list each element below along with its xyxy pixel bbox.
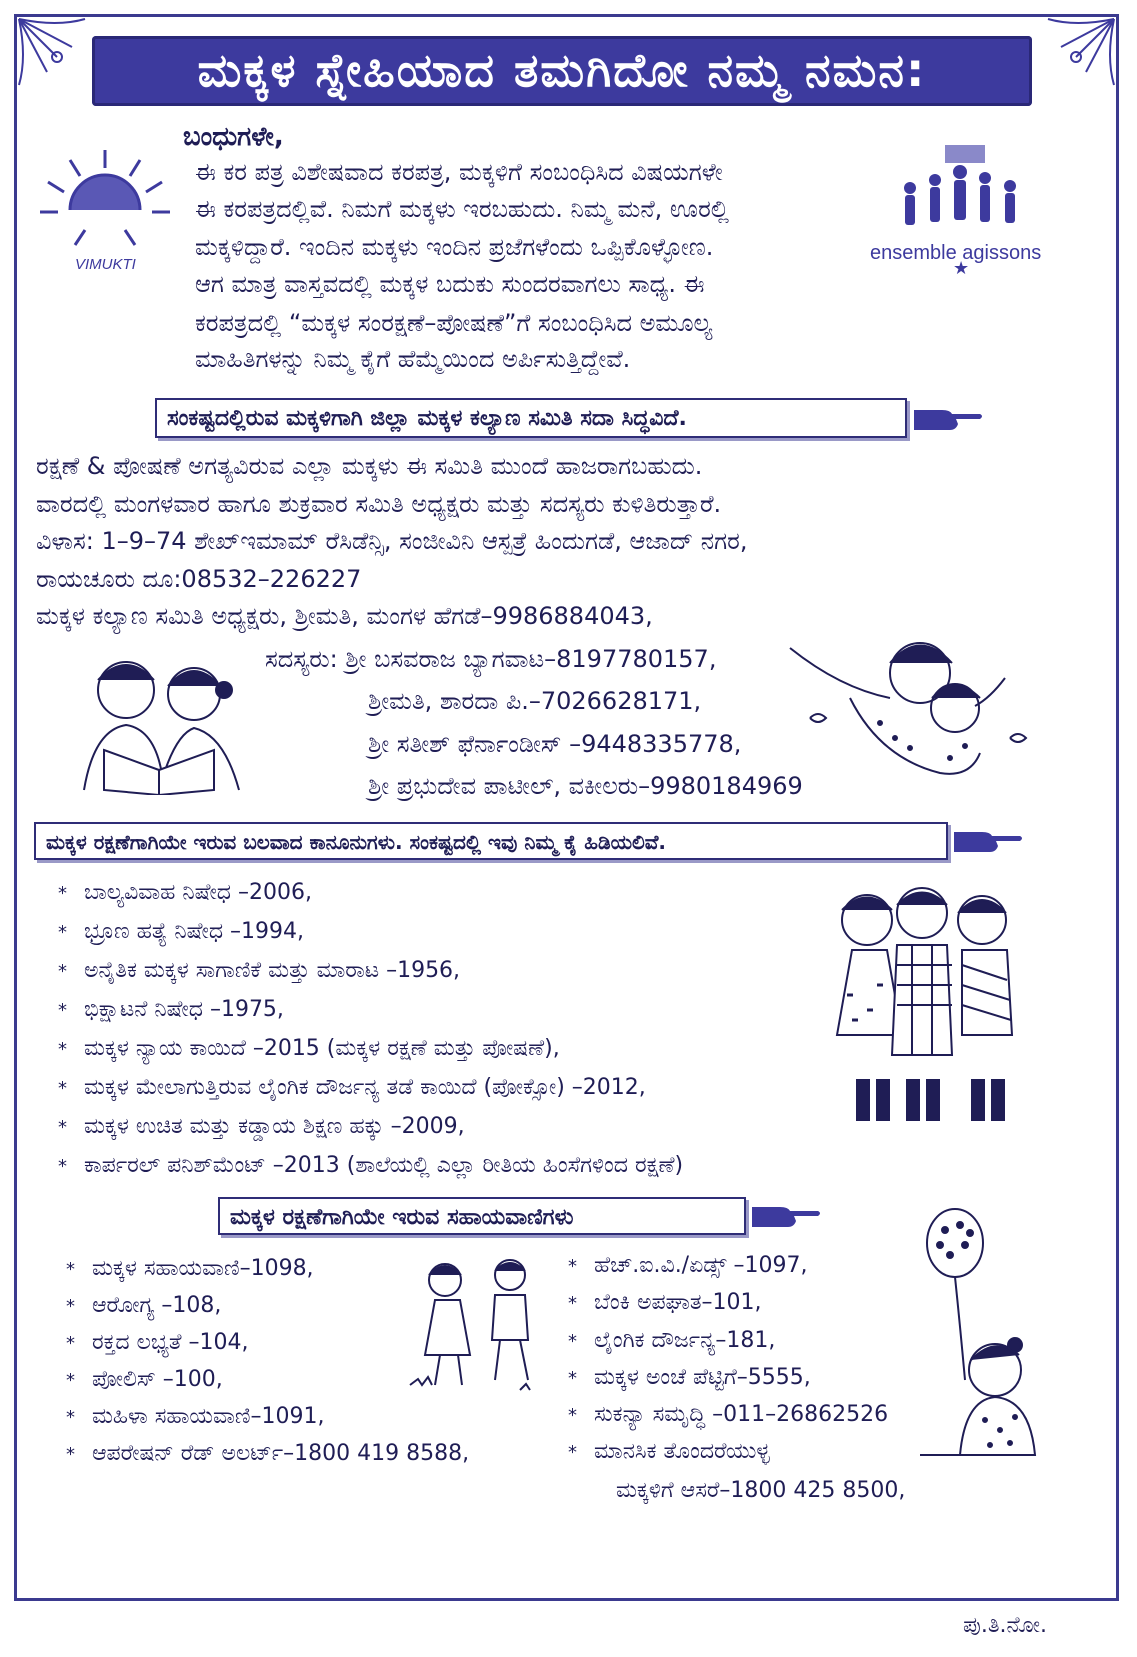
- helpline-continuation: ಮಕ್ಕಳಿಗೆ ಆಸರೆ–1800 425 8500,: [616, 1478, 906, 1503]
- asterisk-icon: *: [66, 1259, 75, 1280]
- welfare-line-1: ರಕ್ಷಣೆ & ಪೋಷಣೆ ಅಗತ್ಯವಿರುವ ಎಲ್ಲಾ ಮಕ್ಕಳು ಈ ಸಮಿತಿ ಮುಂದೆ ಹಾಜರಾಗಬಹುದು.: [36, 452, 703, 480]
- asterisk-icon: *: [58, 1117, 67, 1138]
- asterisk-icon: *: [568, 1368, 577, 1389]
- intro-line-3: ಮಕ್ಕಳಿದ್ದಾರೆ. ಇಂದಿನ ಮಕ್ಕಳು ಇಂದಿನ ಪ್ರಜೆಗಳೆಂದು ಒಪ್ಪಿಕೊಳ್ಳೋಣ.: [195, 233, 714, 261]
- asterisk-icon: *: [58, 1000, 67, 1021]
- children-walking-illustration: [400, 1255, 550, 1395]
- helpline-item: * ಮಾನಸಿಕ ತೊಂದರೆಯುಳ್ಳ: [568, 1439, 770, 1464]
- law-item: * ಭ್ರೂಣ ಹತ್ಯೆ ನಿಷೇಧ –1994,: [58, 919, 305, 944]
- member-line-3: ಶ್ರೀ ಸತೀಶ್ ಫೆರ್ನಾಂಡೀಸ್ –9448335778,: [368, 730, 742, 758]
- asterisk-icon: *: [58, 961, 67, 982]
- member-line-1: ಸದಸ್ಯರು: ಶ್ರೀ ಬಸವರಾಜ ಬ್ಯಾಗವಾಟ–8197780157,: [265, 645, 717, 673]
- welfare-line-2: ವಾರದಲ್ಲಿ ಮಂಗಳವಾರ ಹಾಗೂ ಶುಕ್ರವಾರ ಸಮಿತಿ ಅಧ್ಯಕ್ಷರು ಮತ್ತು ಸದಸ್ಯರು ಕುಳಿತಿರುತ್ತಾರೆ.: [36, 490, 722, 518]
- helpline-item: * ಮಕ್ಕಳ ಸಹಾಯವಾಣಿ–1098,: [66, 1256, 314, 1281]
- law-item: * ಭಿಕ್ಷಾಟನೆ ನಿಷೇಧ –1975,: [58, 997, 284, 1022]
- asterisk-icon: *: [568, 1442, 577, 1463]
- ensemble-agissons-logo: [880, 140, 1040, 250]
- member-line-4: ಶ್ರೀ ಪ್ರಭುದೇವ ಪಾಟೀಲ್, ವಕೀಲರು–9980184969: [368, 772, 803, 800]
- vimukti-logo-text: VIMUKTI: [75, 256, 136, 273]
- pointing-hand-icon: [912, 402, 984, 436]
- child-with-balloon-illustration: [915, 1205, 1045, 1475]
- section-heading-laws: ಮಕ್ಕಳ ರಕ್ಷಣೆಗಾಗಿಯೇ ಇರುವ ಬಲವಾದ ಕಾನೂನುಗಳು. ಸಂಕಷ್ಟದಲ್ಲಿ ಇವು ನಿಮ್ಮ ಕೈ ಹಿಡಿಯಲಿವೆ.: [34, 822, 948, 860]
- intro-line-4: ಆಗ ಮಾತ್ರ ವಾಸ್ತವದಲ್ಲಿ ಮಕ್ಕಳ ಬದುಕು ಸುಂದರವಾಗಲು ಸಾಧ್ಯ. ಈ: [195, 270, 705, 298]
- helpline-item: * ಸುಕನ್ಯಾ ಸಮೃದ್ಧಿ –011–26862526: [568, 1402, 889, 1427]
- helpline-item: * ರಕ್ತದ ಲಭ್ಯತೆ –104,: [66, 1330, 249, 1355]
- law-item: * ಮಕ್ಕಳ ನ್ಯಾಯ ಕಾಯಿದೆ –2015 (ಮಕ್ಕಳ ರಕ್ಷಣೆ ಮತ್ತು ಪೋಷಣೆ),: [58, 1036, 560, 1061]
- asterisk-icon: *: [58, 922, 67, 943]
- helpline-item: * ಬೆಂಕಿ ಅಪಘಾತ–101,: [568, 1290, 762, 1315]
- page-turn-note: ಪು.ತಿ.ನೋ.: [962, 1613, 1047, 1638]
- asterisk-icon: *: [58, 883, 67, 904]
- children-playing-illustration: [780, 628, 1040, 788]
- intro-line-1: ಈ ಕರ ಪತ್ರ ವಿಶೇಷವಾದ ಕರಪತ್ರ, ಮಕ್ಕಳಿಗೆ ಸಂಬಂಧಿಸಿದ ವಿಷಯಗಳೇ: [195, 158, 723, 186]
- phone-line: ರಾಯಚೂರು ದೂ:08532–226227: [36, 565, 362, 593]
- three-children-illustration: [822, 885, 1027, 1125]
- asterisk-icon: *: [66, 1370, 75, 1391]
- law-item: * ಮಕ್ಕಳ ಮೇಲಾಗುತ್ತಿರುವ ಲೈಂಗಿಕ ದೌರ್ಜನ್ಯ ತಡೆ ಕಾಯಿದೆ (ಪೋಕ್ಸೋ) –2012,: [58, 1075, 646, 1100]
- helpline-item: * ಮಕ್ಕಳ ಅಂಚೆ ಪೆಟ್ಟಿಗೆ–5555,: [568, 1365, 811, 1390]
- asterisk-icon: *: [58, 1039, 67, 1060]
- law-item: * ಮಕ್ಕಳ ಉಚಿತ ಮತ್ತು ಕಡ್ಡಾಯ ಶಿಕ್ಷಣ ಹಕ್ಕು –2009,: [58, 1114, 465, 1139]
- law-item: * ಬಾಲ್ಯವಿವಾಹ ನಿಷೇಧ –2006,: [58, 880, 312, 905]
- greeting: ಬಂಧುಗಳೇ,: [183, 122, 284, 152]
- asterisk-icon: *: [58, 1078, 67, 1099]
- section-heading-helplines: ಮಕ್ಕಳ ರಕ್ಷಣೆಗಾಗಿಯೇ ಇರುವ ಸಹಾಯವಾಣಿಗಳು: [218, 1197, 746, 1235]
- asterisk-icon: *: [66, 1444, 75, 1465]
- ensemble-agissons-text: ensemble agissons: [870, 242, 1042, 264]
- helpline-item: * ಪೋಲಿಸ್ –100,: [66, 1367, 223, 1392]
- address-line: ವಿಳಾಸ: 1–9–74 ಶೇಖ್ಇಮಾಮ್ ರೆಸಿಡೆನ್ಸಿ, ಸಂಜೀವಿನಿ ಆಸ್ಪತ್ರೆ ಹಿಂದುಗಡೆ, ಆಜಾದ್ ನಗರ,: [36, 527, 748, 555]
- asterisk-icon: *: [568, 1331, 577, 1352]
- asterisk-icon: *: [58, 1156, 67, 1177]
- helpline-item: * ಆರೋಗ್ಯ –108,: [66, 1293, 222, 1318]
- children-reading-illustration: [64, 650, 249, 795]
- section-heading-welfare-committee: ಸಂಕಷ್ಟದಲ್ಲಿರುವ ಮಕ್ಕಳಿಗಾಗಿ ಜಿಲ್ಲಾ ಮಕ್ಕಳ ಕಲ್ಯಾಣ ಸಮಿತಿ ಸದಾ ಸಿದ್ಧವಿದೆ.: [155, 398, 907, 438]
- asterisk-icon: *: [568, 1256, 577, 1277]
- corner-ornament-right: [1046, 17, 1116, 87]
- helpline-item: * ಆಪರೇಷನ್ ರೆಡ್ ಅಲರ್ಟ್–1800 419 8588,: [66, 1441, 470, 1466]
- chairperson-line: ಮಕ್ಕಳ ಕಲ್ಯಾಣ ಸಮಿತಿ ಅಧ್ಯಕ್ಷರು, ಶ್ರೀಮತಿ, ಮಂಗಳ ಹೆಗಡೆ–9986884043,: [36, 602, 653, 630]
- pointing-hand-icon: [750, 1199, 822, 1233]
- intro-line-5: ಕರಪತ್ರದಲ್ಲಿ “ಮಕ್ಕಳ ಸಂರಕ್ಷಣೆ–ಪೋಷಣೆ”ಗೆ ಸಂಬಂಧಿಸಿದ ಅಮೂಲ್ಯ: [195, 309, 713, 337]
- asterisk-icon: *: [66, 1407, 75, 1428]
- asterisk-icon: *: [66, 1296, 75, 1317]
- intro-line-6: ಮಾಹಿತಿಗಳನ್ನು ನಿಮ್ಮ ಕೈಗೆ ಹೆಮ್ಮೆಯಿಂದ ಅರ್ಪಿಸುತ್ತಿದ್ದೇವೆ.: [195, 345, 631, 373]
- helpline-item: * ಹೆಚ್.ಐ.ವಿ./ಏಡ್ಸ್ –1097,: [568, 1253, 808, 1278]
- law-item: * ಅನೈತಿಕ ಮಕ್ಕಳ ಸಾಗಾಣಿಕೆ ಮತ್ತು ಮಾರಾಟ –1956,: [58, 958, 461, 983]
- intro-line-2: ಈ ಕರಪತ್ರದಲ್ಲಿವೆ. ನಿಮಗೆ ಮಕ್ಕಳು ಇರಬಹುದು. ನಿಮ್ಮ ಮನೆ, ಊರಲ್ಲಿ: [195, 195, 729, 223]
- asterisk-icon: *: [568, 1405, 577, 1426]
- helpline-item: * ಲೈಂಗಿಕ ದೌರ್ಜನ್ಯ–181,: [568, 1328, 776, 1353]
- asterisk-icon: *: [568, 1293, 577, 1314]
- corner-ornament-left: [17, 17, 87, 87]
- pointing-hand-icon: [952, 824, 1024, 858]
- member-line-2: ಶ್ರೀಮತಿ, ಶಾರದಾ ಪಿ.–7026628171,: [368, 687, 702, 715]
- asterisk-icon: *: [66, 1333, 75, 1354]
- page-title: ಮಕ್ಕಳ ಸ್ನೇಹಿಯಾದ ತಮಗಿದೋ ನಮ್ಮ ನಮನ:: [92, 36, 1032, 106]
- vimukti-sun-logo: [30, 140, 180, 270]
- star-icon: ★: [953, 258, 970, 279]
- law-item: * ಕಾರ್ಪರಲ್ ಪನಿಶ್‌ಮೆಂಟ್ –2013 (ಶಾಲೆಯಲ್ಲಿ ಎಲ್ಲಾ ರೀತಿಯ ಹಿಂಸೆಗಳಿಂದ ರಕ್ಷಣೆ): [58, 1153, 684, 1178]
- helpline-item: * ಮಹಿಳಾ ಸಹಾಯವಾಣಿ–1091,: [66, 1404, 325, 1429]
